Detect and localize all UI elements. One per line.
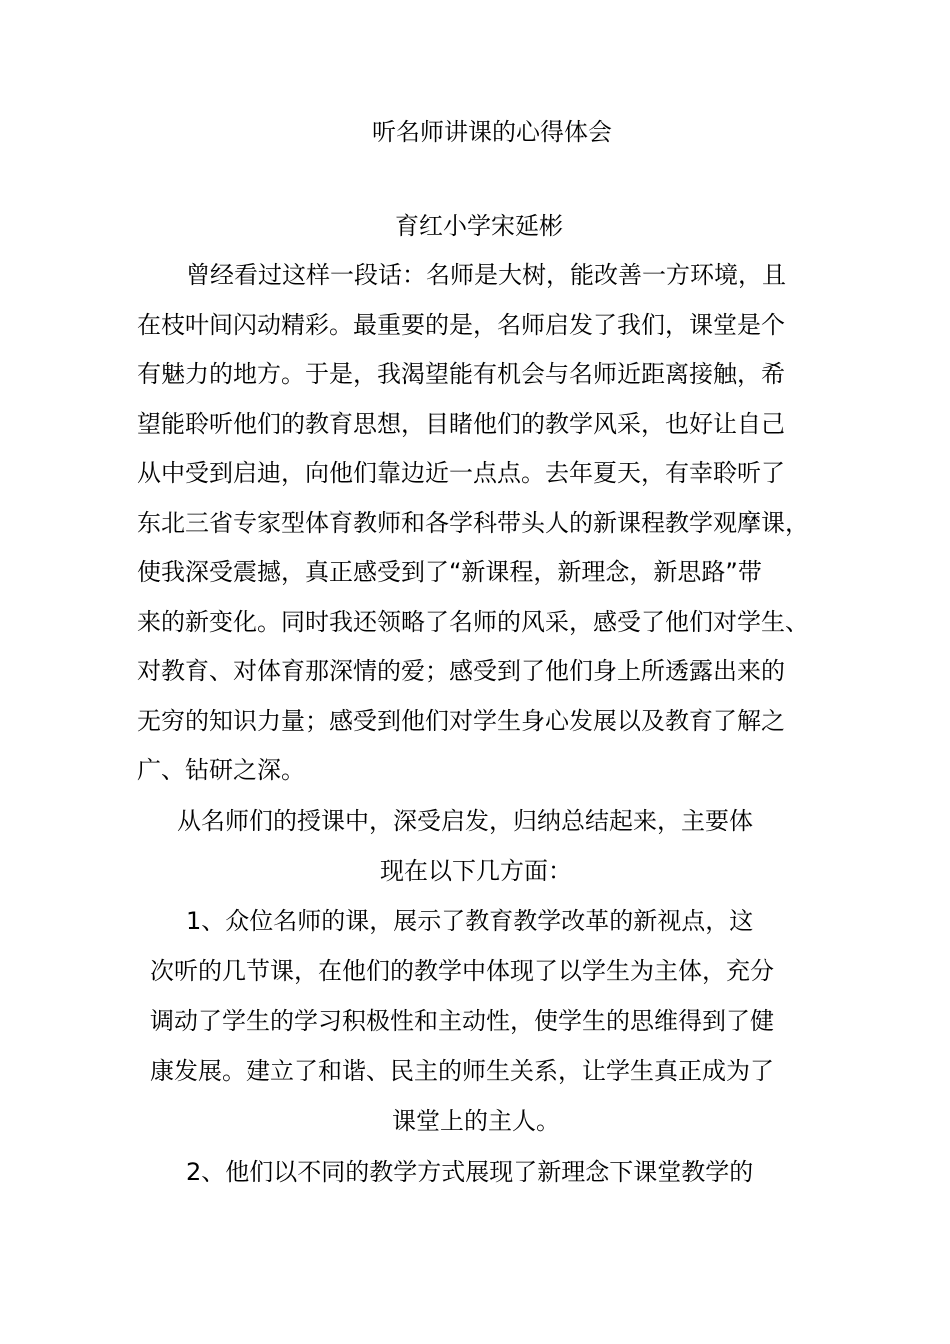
paragraph-line: 1、众位名师的课，展示了教育教学改革的新视点，这	[186, 907, 754, 935]
paragraph-line: 现在以下几方面：	[380, 857, 572, 885]
document-title: 听名师讲课的心得体会	[372, 118, 612, 146]
paragraph-line: 来的新变化。同时我还领略了名师的风采，感受了他们对学生、	[137, 608, 809, 636]
paragraph-line: 调动了学生的学习积极性和主动性，使学生的思维得到了健	[150, 1007, 774, 1035]
paragraph-line: 广、钻研之深。	[137, 756, 305, 784]
document-author: 育红小学宋延彬	[395, 212, 563, 240]
paragraph-line: 2、他们以不同的教学方式展现了新理念下课堂教学的	[186, 1158, 754, 1186]
paragraph-line: 对教育、对体育那深情的爱；感受到了他们身上所透露出来的	[137, 657, 785, 685]
paragraph-line: 望能聆听他们的教育思想，目睹他们的教学风采，也好让自己	[137, 410, 785, 438]
paragraph-line: 曾经看过这样一段话：名师是大树，能改善一方环境，且	[186, 261, 786, 289]
paragraph-line: 课堂上的主人。	[392, 1107, 560, 1135]
paragraph-line: 东北三省专家型体育教师和各学科带头人的新课程教学观摩课，	[137, 509, 809, 537]
paragraph-line: 使我深受震撼，真正感受到了“新课程，新理念，新思路”带	[137, 558, 762, 586]
paragraph-line: 康发展。建立了和谐、民主的师生关系，让学生真正成为了	[150, 1057, 774, 1085]
paragraph-line: 有魅力的地方。于是，我渴望能有机会与名师近距离接触，希	[137, 360, 785, 388]
paragraph-line: 在枝叶间闪动精彩。最重要的是，名师启发了我们，课堂是个	[137, 311, 785, 339]
paragraph-line: 从名师们的授课中，深受启发，归纳总结起来，主要体	[177, 807, 753, 835]
paragraph-line: 从中受到启迪，向他们靠边近一点点。去年夏天，有幸聆听了	[137, 459, 785, 487]
paragraph-line: 无穷的知识力量；感受到他们对学生身心发展以及教育了解之	[137, 707, 785, 735]
paragraph-line: 次听的几节课，在他们的教学中体现了以学生为主体，充分	[150, 957, 774, 985]
